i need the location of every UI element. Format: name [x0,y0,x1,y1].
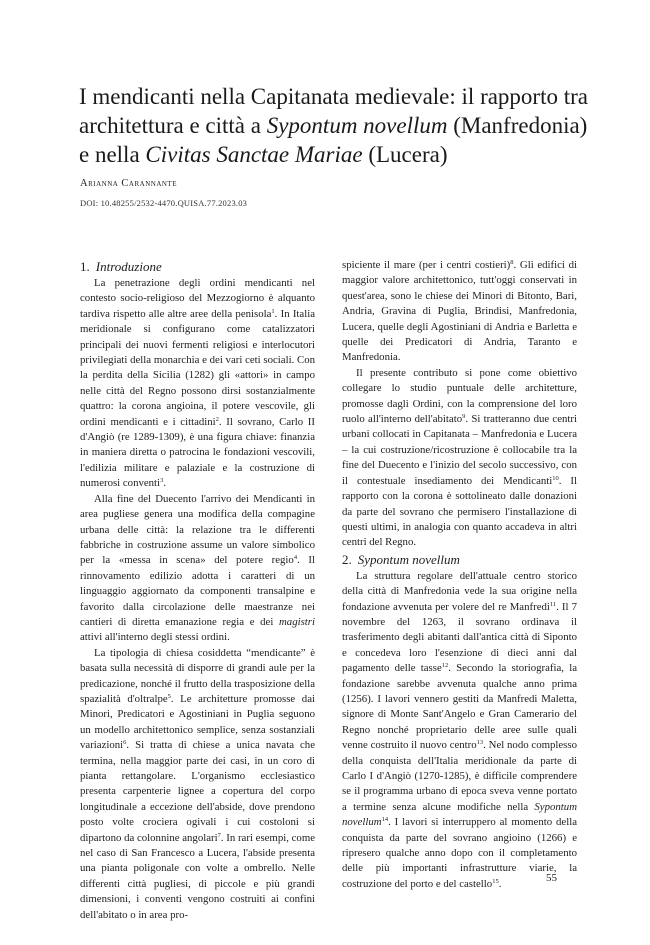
text-run: Il presente contributo si pone come obiettivo collegare lo studio puntuale delle architetture, promosse dagli Ordini, con la comprensione del loro ruolo all'interno dell'abitato [342,366,577,426]
paragraph-continued [342,258,577,366]
paragraph-intro-4 [342,366,577,551]
title-part-3: (Lucera) [362,142,448,167]
footnote-ref-2[interactable]: 2 [215,415,219,423]
title-part-2: (Manfredonia) e nella [79,113,588,167]
paragraph-intro-1 [80,276,315,492]
author-name: Arianna Carannante [80,178,177,189]
article-title [79,82,599,169]
text-run: spiciente il mare (per i centri costieri) [342,259,511,271]
text-run: . Si tratteranno due centri urbani collocati in Capitanata – Manfredonia e Lucera – la cui costruzione/ricostruzione è collocabile tra la fine del Duecento e l'inizio del secolo successivo, con il contestuale insediamento dei Mendicanti [342,413,577,487]
right-column [342,258,577,892]
footnote-ref-11[interactable]: 11 [549,600,557,608]
footnote-ref-15[interactable]: 15 [492,877,499,885]
paragraph-sypontum-1 [342,569,577,893]
paragraph-intro-3 [80,646,315,923]
footnote-ref-13[interactable]: 13 [476,739,484,747]
text-run: . I lavori si interruppero al momento della conquista da parte del sovrano angioino (1266) e ripresero qualche anno dopo con il completamento delle più importanti infrastrutture viarie, la costruzione del porto e del castello [342,816,577,890]
title-part-1: I mendicanti nella Capitanata medievale: il rapporto tra architettura e città a [79,84,588,138]
text-run: . Il rinnovamento edilizio adotta i caratteri di un linguaggio aggiornato da componenti transalpine e favorito dalla circolazione delle maestranze nei cantieri di diretta emanazione regia e dei [80,554,315,628]
text-run: . Nel nodo complesso della conquista dell'Italia meridionale da parte di Carlo I d'Angiò (1270-1285), è difficile comprendere se il programma urbano di epoca sveva venne portato a termine senza alcune modifiche nella [342,739,577,813]
footnote-ref-3[interactable]: 3 [160,477,164,485]
footnote-ref-6[interactable]: 6 [123,739,127,747]
footnote-ref-12[interactable]: 12 [441,662,449,670]
text-run: . Il sovrano, Carlo II d'Angiò (re 1289-1309), è una figura chiave: finanzia in maniera diretta o patrocina le fondazioni vescovili, l'edilizia militare e palaziale e la costruzione di numerosi conventi [80,415,316,490]
title-italic-2: Civitas Sanctae Mariae [145,142,363,167]
text-run: La tipologia di chiesa cosiddetta “mendicante” è basata sulla necessità di disporre di grandi aule per la predicazione, nonché il frutto della trasposizione della spazialità d'oltralpe [80,646,315,705]
title-italic-1: Sypontum novellum [266,113,448,138]
text-run: . [498,877,502,890]
text-run: . Gli edifici di maggior valore architettonico, tutt'oggi conservati in quest'area, sono le chiese dei Minori di Bitonto, Bari, Andria, Gravina di Puglia, Brindisi, Manfredonia, Lucera, quelle degli Agostiniani di Andria e Barletta e quelle dei Predicatori di Andria, Taranto e Manfredonia. [342,259,577,364]
text-run: . Le architetture promosse dai Minori, Predicatori e Agostiniani in Puglia seguono un modello architettonico semplice, senza sostanziali variazioni [80,692,315,752]
footnote-ref-5[interactable]: 5 [167,692,171,700]
footnote-ref-8[interactable]: 8 [510,259,514,266]
footnote-ref-7[interactable]: 7 [217,831,221,839]
footnote-ref-4[interactable]: 4 [293,554,298,562]
text-run: . Il rapporto con la corona è sottolineato dalle donazioni da parte del sovrano che permisero l'installazione di questi ultimi, in analogia con quanto accadeva in altri centri del Regno. [342,474,577,549]
section-2-heading [342,551,577,569]
text-run: . [163,477,167,490]
text-run: La struttura regolare dell'attuale centro storico della città di Manfredonia vede la sua origine nella fondazione avvenuta per volere del re Manfredi [342,569,577,613]
footnote-ref-9[interactable]: 9 [462,413,466,421]
text-run: La penetrazione degli ordini mendicanti nel contesto socio-religioso del Mezzogiorno è alquanto tardiva rispetto alle altre aree della penisola [80,277,315,320]
section-2-number: 2. [342,551,352,567]
text-run: . Secondo la storiografia, la fondazione sarebbe avvenuta qualche anno prima (1256). I lavori vennero gestiti da Manfredi Maletta, signore di Monte Sant'Angelo e Gran Camerario del Regno nonché proprietario delle aree sulle quali venne costruito il nuovo centro [342,662,577,752]
section-2-title: Sypontum novellum [357,551,460,567]
left-column [80,258,315,923]
text-run: attivi all'interno degli stessi ordini. [80,631,230,644]
paragraph-intro-2 [80,492,315,646]
italic-term: Sypontum novellum [342,800,577,829]
page-number: 55 [546,872,557,884]
italic-term: magistri [279,615,315,628]
text-run: . In rari esempi, come nel caso di San Francesco a Lucera, l'abside presenta una pianta poligonale con volte a ombrello. Nelle differenti città pugliesi, di piccole e più grandi dimensioni, i conventi vengono costruiti ai confini dell'abitato o in area pro- [80,831,316,921]
text-run: Alla fine del Duecento l'arrivo dei Mendicanti in area pugliese genera una modifica della compagine urbana delle città: la relazione tra le differenti fabbriche in costruzione assume un valore simbolico per la «messa in scena» del potere regio [80,492,315,567]
section-1-number: 1. [80,259,90,274]
text-run: . Il 7 novembre del 1263, il sovrano ordinava il trasferimento degli abitanti dall'antica città di Siponto e concedeva loro l'esenzione di dieci anni dal pagamento delle tasse [342,600,577,675]
section-1-title: Introduzione [95,259,162,274]
text-run: . In Italia meridionale si configurano come catalizzatori principali dei nuovi fermenti religiosi e interlocutori privilegiati della monarchia e dei vari ceti sociali. Con la perdita della Sicilia (1282) gli «attori» in campo nelle città del Regno possono dirsi sostanzialmente quattro: la corona angioina, il potere vescovile, gli ordini mendicanti e i cittadini [80,307,315,428]
footnote-ref-1[interactable]: 1 [271,307,275,315]
doi-identifier[interactable]: DOI: 10.48255/2532-4470.QUISA.77.2023.03 [80,198,248,208]
footnote-ref-10[interactable]: 10 [552,474,559,482]
footnote-ref-14[interactable]: 14 [381,816,389,824]
text-run: . Si tratta di chiese a unica navata che termina, nella maggior parte dei casi, in un coro di pianta rettangolare. L'organismo ecclesiastico presenta carpenterie lignee a copertura del corpo longitudinale a eccezione dell'abside, dove prendono posto volte crociera ogivali i cui costoloni si dipartono da colonnine angolari [80,739,315,844]
section-1-heading [80,258,315,276]
